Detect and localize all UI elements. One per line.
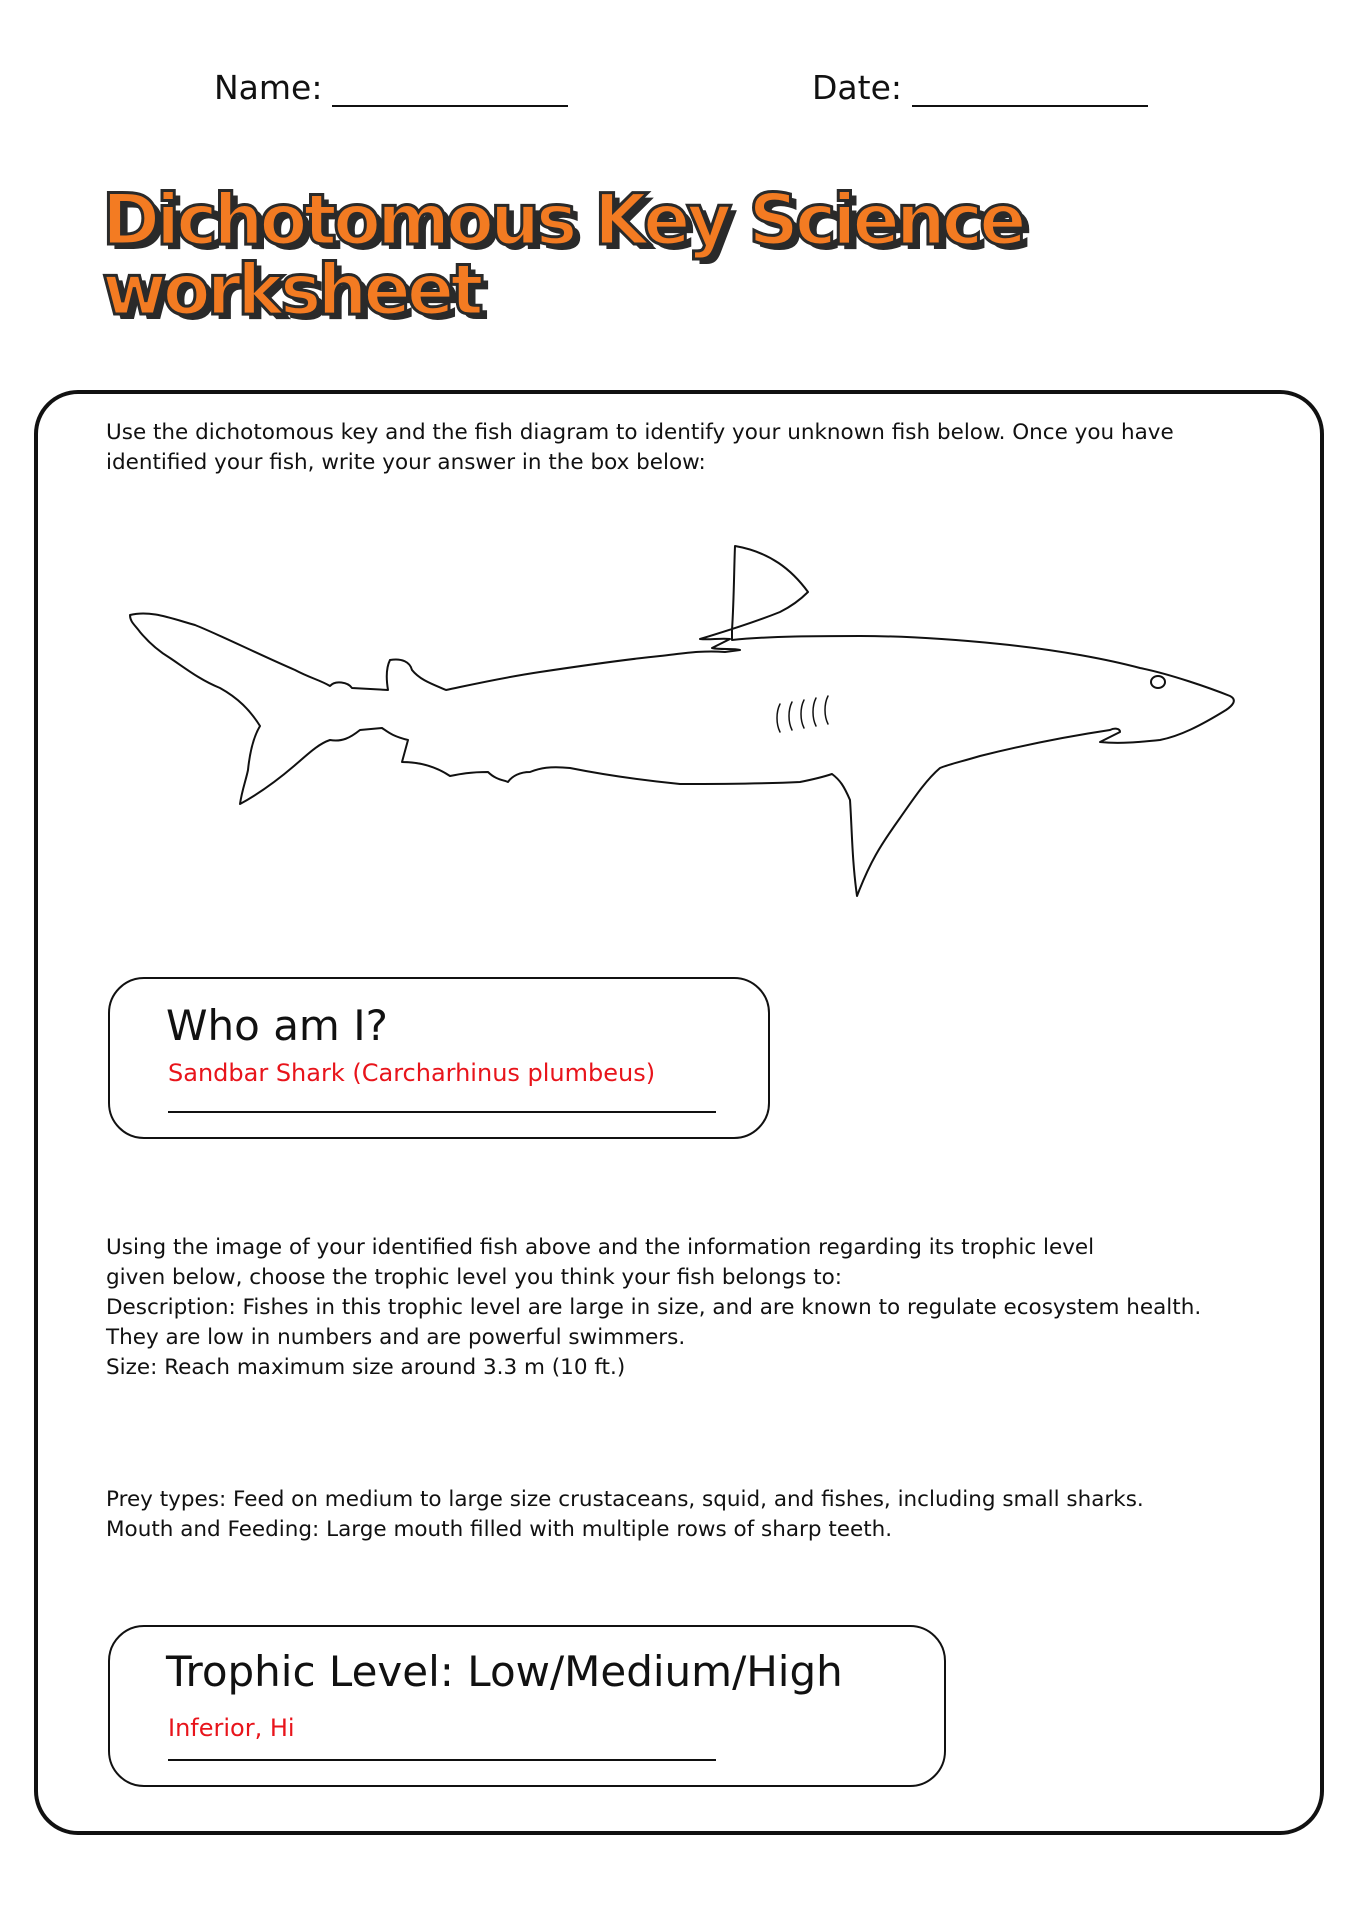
trophic-description-line: Description: Fishes in this trophic level are large in size, and are known to regulate ecosystem health.: [106, 1295, 1202, 1320]
shark-diagram: [120, 540, 1250, 1000]
name-field[interactable]: [214, 68, 568, 107]
trophic-level-answer[interactable]: Inferior, Hi: [168, 1714, 295, 1742]
header-row: [0, 68, 1358, 118]
trophic-level-heading: Trophic Level: Low/Medium/High: [166, 1647, 843, 1696]
trophic-description-line: They are low in numbers and are powerful swimmers.: [106, 1325, 686, 1350]
shark-outline: [130, 546, 1234, 896]
prey-description: [106, 1485, 1296, 1545]
instructions-line: Use the dichotomous key and the fish diagram to identify your unknown fish below. Once you have: [106, 420, 1174, 445]
who-am-i-answer[interactable]: Sandbar Shark (Carcharhinus plumbeus): [168, 1059, 656, 1087]
date-blank[interactable]: [912, 71, 1148, 107]
shark-eye: [1151, 676, 1165, 688]
date-field[interactable]: [812, 68, 1148, 107]
page-title: Dichotomous Key Science worksheet: [102, 179, 1023, 331]
trophic-level-answer-line: [168, 1759, 716, 1761]
name-blank[interactable]: [332, 71, 568, 107]
trophic-description: [106, 1233, 1296, 1383]
name-label: Name:: [214, 68, 323, 107]
instructions-line: identified your fish, write your answer in the box below:: [106, 450, 706, 475]
trophic-description-line: Size: Reach maximum size around 3.3 m (10 ft.): [106, 1355, 626, 1380]
instructions: [106, 418, 1246, 478]
who-am-i-box: [108, 977, 770, 1139]
trophic-description-line: given below, choose the trophic level you think your fish belongs to:: [106, 1265, 843, 1290]
trophic-level-box: [108, 1625, 946, 1787]
trophic-description-line: Using the image of your identified fish above and the information regarding its trophic level: [106, 1235, 1095, 1260]
date-label: Date:: [812, 68, 902, 107]
prey-description-line: Prey types: Feed on medium to large size crustaceans, squid, and fishes, including small sharks.: [106, 1487, 1144, 1512]
who-am-i-answer-line: [168, 1111, 716, 1113]
prey-description-line: Mouth and Feeding: Large mouth filled with multiple rows of sharp teeth.: [106, 1517, 893, 1542]
who-am-i-heading: Who am I?: [166, 1001, 388, 1050]
